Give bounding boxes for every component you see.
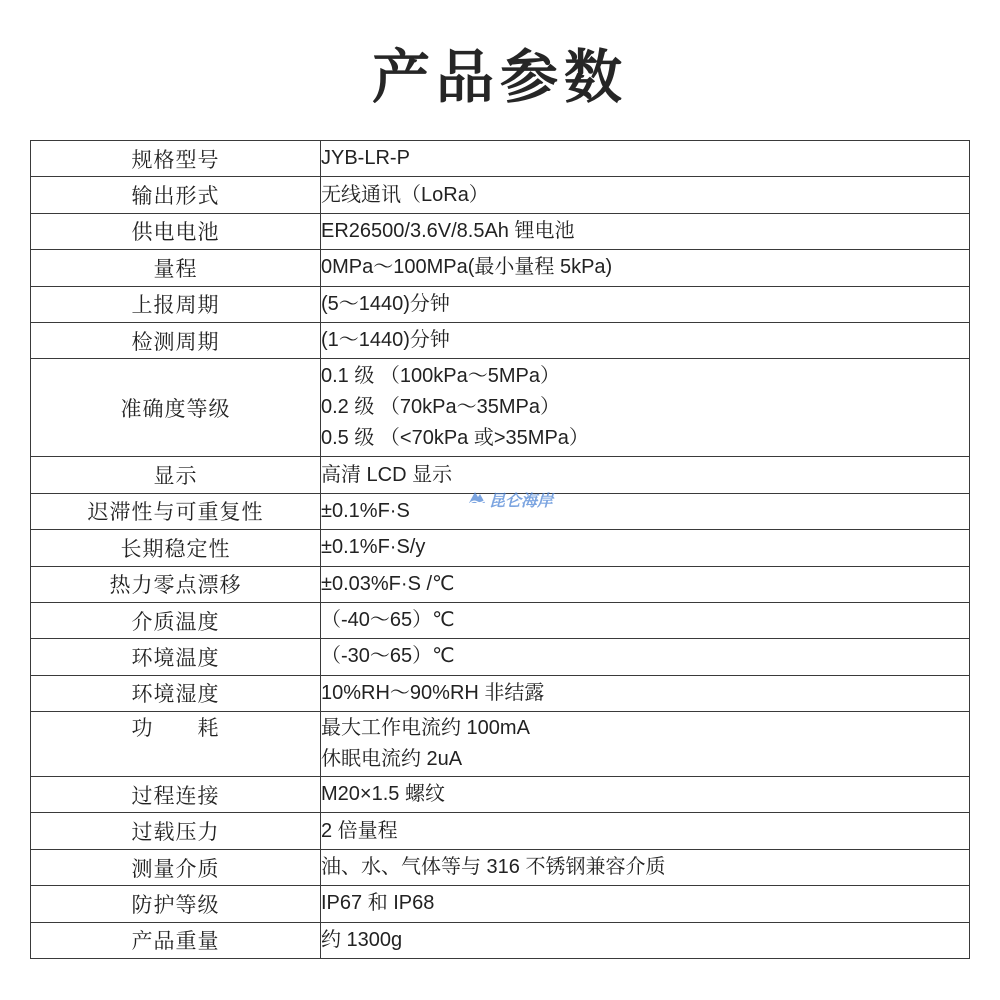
spec-row-process-connection (31, 777, 970, 813)
spec-value-line: （-40～65）℃ (321, 609, 455, 632)
spec-label-hysteresis-repeatability: 迟滞性与可重复性 (31, 493, 321, 529)
spec-value-detection-period (321, 322, 970, 358)
spec-row-weight (31, 922, 970, 958)
spec-label-long-term-stability: 长期稳定性 (31, 530, 321, 566)
spec-value-line: 最大工作电流约 100mA (321, 717, 530, 740)
spec-value-line: 10%RH～90%RH 非结露 (321, 681, 545, 704)
spec-value-long-term-stability (321, 530, 970, 566)
spec-row-accuracy-class (31, 359, 970, 457)
spec-row-ambient-temperature (31, 639, 970, 675)
page-title: 产品参数 (371, 45, 628, 110)
spec-row-measured-medium (31, 849, 970, 885)
spec-value-ambient-humidity (321, 675, 970, 711)
spec-value-output-type (321, 177, 970, 213)
spec-label-measured-medium: 测量介质 (31, 849, 321, 885)
spec-value-overload-pressure (321, 813, 970, 849)
spec-row-model (31, 141, 970, 177)
logo-icon (468, 489, 486, 510)
spec-label-battery: 供电电池 (31, 213, 321, 249)
spec-value-line: 0MPa～100MPa(最小量程 5kPa) (321, 256, 613, 279)
spec-row-protection-rating (31, 886, 970, 922)
spec-value-weight (321, 922, 970, 958)
spec-label-display: 显示 (31, 457, 321, 493)
spec-value-range (321, 250, 970, 286)
spec-row-detection-period (31, 322, 970, 358)
spec-row-ambient-humidity (31, 675, 970, 711)
spec-value-line: (5～1440)分钟 (321, 292, 450, 315)
spec-value-battery (321, 213, 970, 249)
spec-value-line: ±0.1%F·S/y (321, 536, 426, 559)
spec-value-line: 2 倍量程 (321, 819, 398, 842)
spec-value-line: IP67 和 IP68 (321, 892, 435, 915)
spec-row-battery (31, 213, 970, 249)
spec-label-ambient-temperature: 环境温度 (31, 639, 321, 675)
spec-label-thermal-zero-drift: 热力零点漂移 (31, 566, 321, 602)
spec-value-power-consumption (321, 712, 970, 777)
spec-label-detection-period: 检测周期 (31, 322, 321, 358)
spec-value-line: 0.5 级 （<70kPa 或>35MPa） (321, 427, 589, 450)
spec-value-report-period (321, 286, 970, 322)
spec-row-report-period (31, 286, 970, 322)
watermark-text: 昆仑海岸 (489, 492, 554, 510)
spec-value-line: 0.2 级 （70kPa～35MPa） (321, 396, 560, 419)
spec-value-line: 约 1300g (321, 928, 403, 951)
spec-table (30, 140, 970, 959)
spec-value-medium-temperature (321, 602, 970, 638)
spec-label-overload-pressure: 过载压力 (31, 813, 321, 849)
spec-value-protection-rating (321, 886, 970, 922)
spec-row-long-term-stability (31, 530, 970, 566)
spec-row-medium-temperature (31, 602, 970, 638)
brand-watermark (468, 488, 553, 510)
spec-value-line: 休眠电流约 2uA (321, 748, 463, 771)
spec-value-measured-medium (321, 849, 970, 885)
spec-value-line: （-30～65）℃ (321, 645, 455, 668)
spec-value-thermal-zero-drift (321, 566, 970, 602)
spec-row-range (31, 250, 970, 286)
spec-label-weight: 产品重量 (31, 922, 321, 958)
spec-label-range: 量程 (31, 250, 321, 286)
spec-label-protection-rating: 防护等级 (31, 886, 321, 922)
spec-value-model (321, 141, 970, 177)
spec-row-thermal-zero-drift (31, 566, 970, 602)
spec-row-overload-pressure (31, 813, 970, 849)
spec-value-ambient-temperature (321, 639, 970, 675)
spec-label-output-type: 输出形式 (31, 177, 321, 213)
spec-value-line: 高清 LCD 显示 (321, 463, 453, 486)
spec-value-process-connection (321, 777, 970, 813)
spec-value-display (321, 457, 970, 493)
spec-label-process-connection: 过程连接 (31, 777, 321, 813)
spec-value-line: 无线通讯（LoRa） (321, 183, 489, 206)
spec-value-line: ±0.03%F·S /℃ (321, 572, 455, 595)
spec-value-hysteresis-repeatability (321, 493, 970, 529)
spec-label-ambient-humidity: 环境湿度 (31, 675, 321, 711)
spec-value-line: JYB-LR-P (321, 147, 410, 170)
spec-value-line: ER26500/3.6V/8.5Ah 锂电池 (321, 219, 575, 242)
spec-label-report-period: 上报周期 (31, 286, 321, 322)
spec-row-power-consumption (31, 712, 970, 777)
spec-value-line: 0.1 级 （100kPa～5MPa） (321, 365, 560, 388)
spec-value-accuracy-class (321, 359, 970, 457)
spec-label-power-consumption: 功 耗 (31, 712, 321, 777)
spec-value-line: M20×1.5 螺纹 (321, 783, 445, 806)
spec-label-model: 规格型号 (31, 141, 321, 177)
spec-value-line: ±0.1%F·S (321, 499, 410, 522)
spec-row-output-type (31, 177, 970, 213)
spec-value-line: 油、水、气体等与 316 不锈钢兼容介质 (321, 856, 666, 879)
spec-label-accuracy-class: 准确度等级 (31, 359, 321, 457)
spec-value-line: (1～1440)分钟 (321, 329, 450, 352)
spec-label-medium-temperature: 介质温度 (31, 602, 321, 638)
